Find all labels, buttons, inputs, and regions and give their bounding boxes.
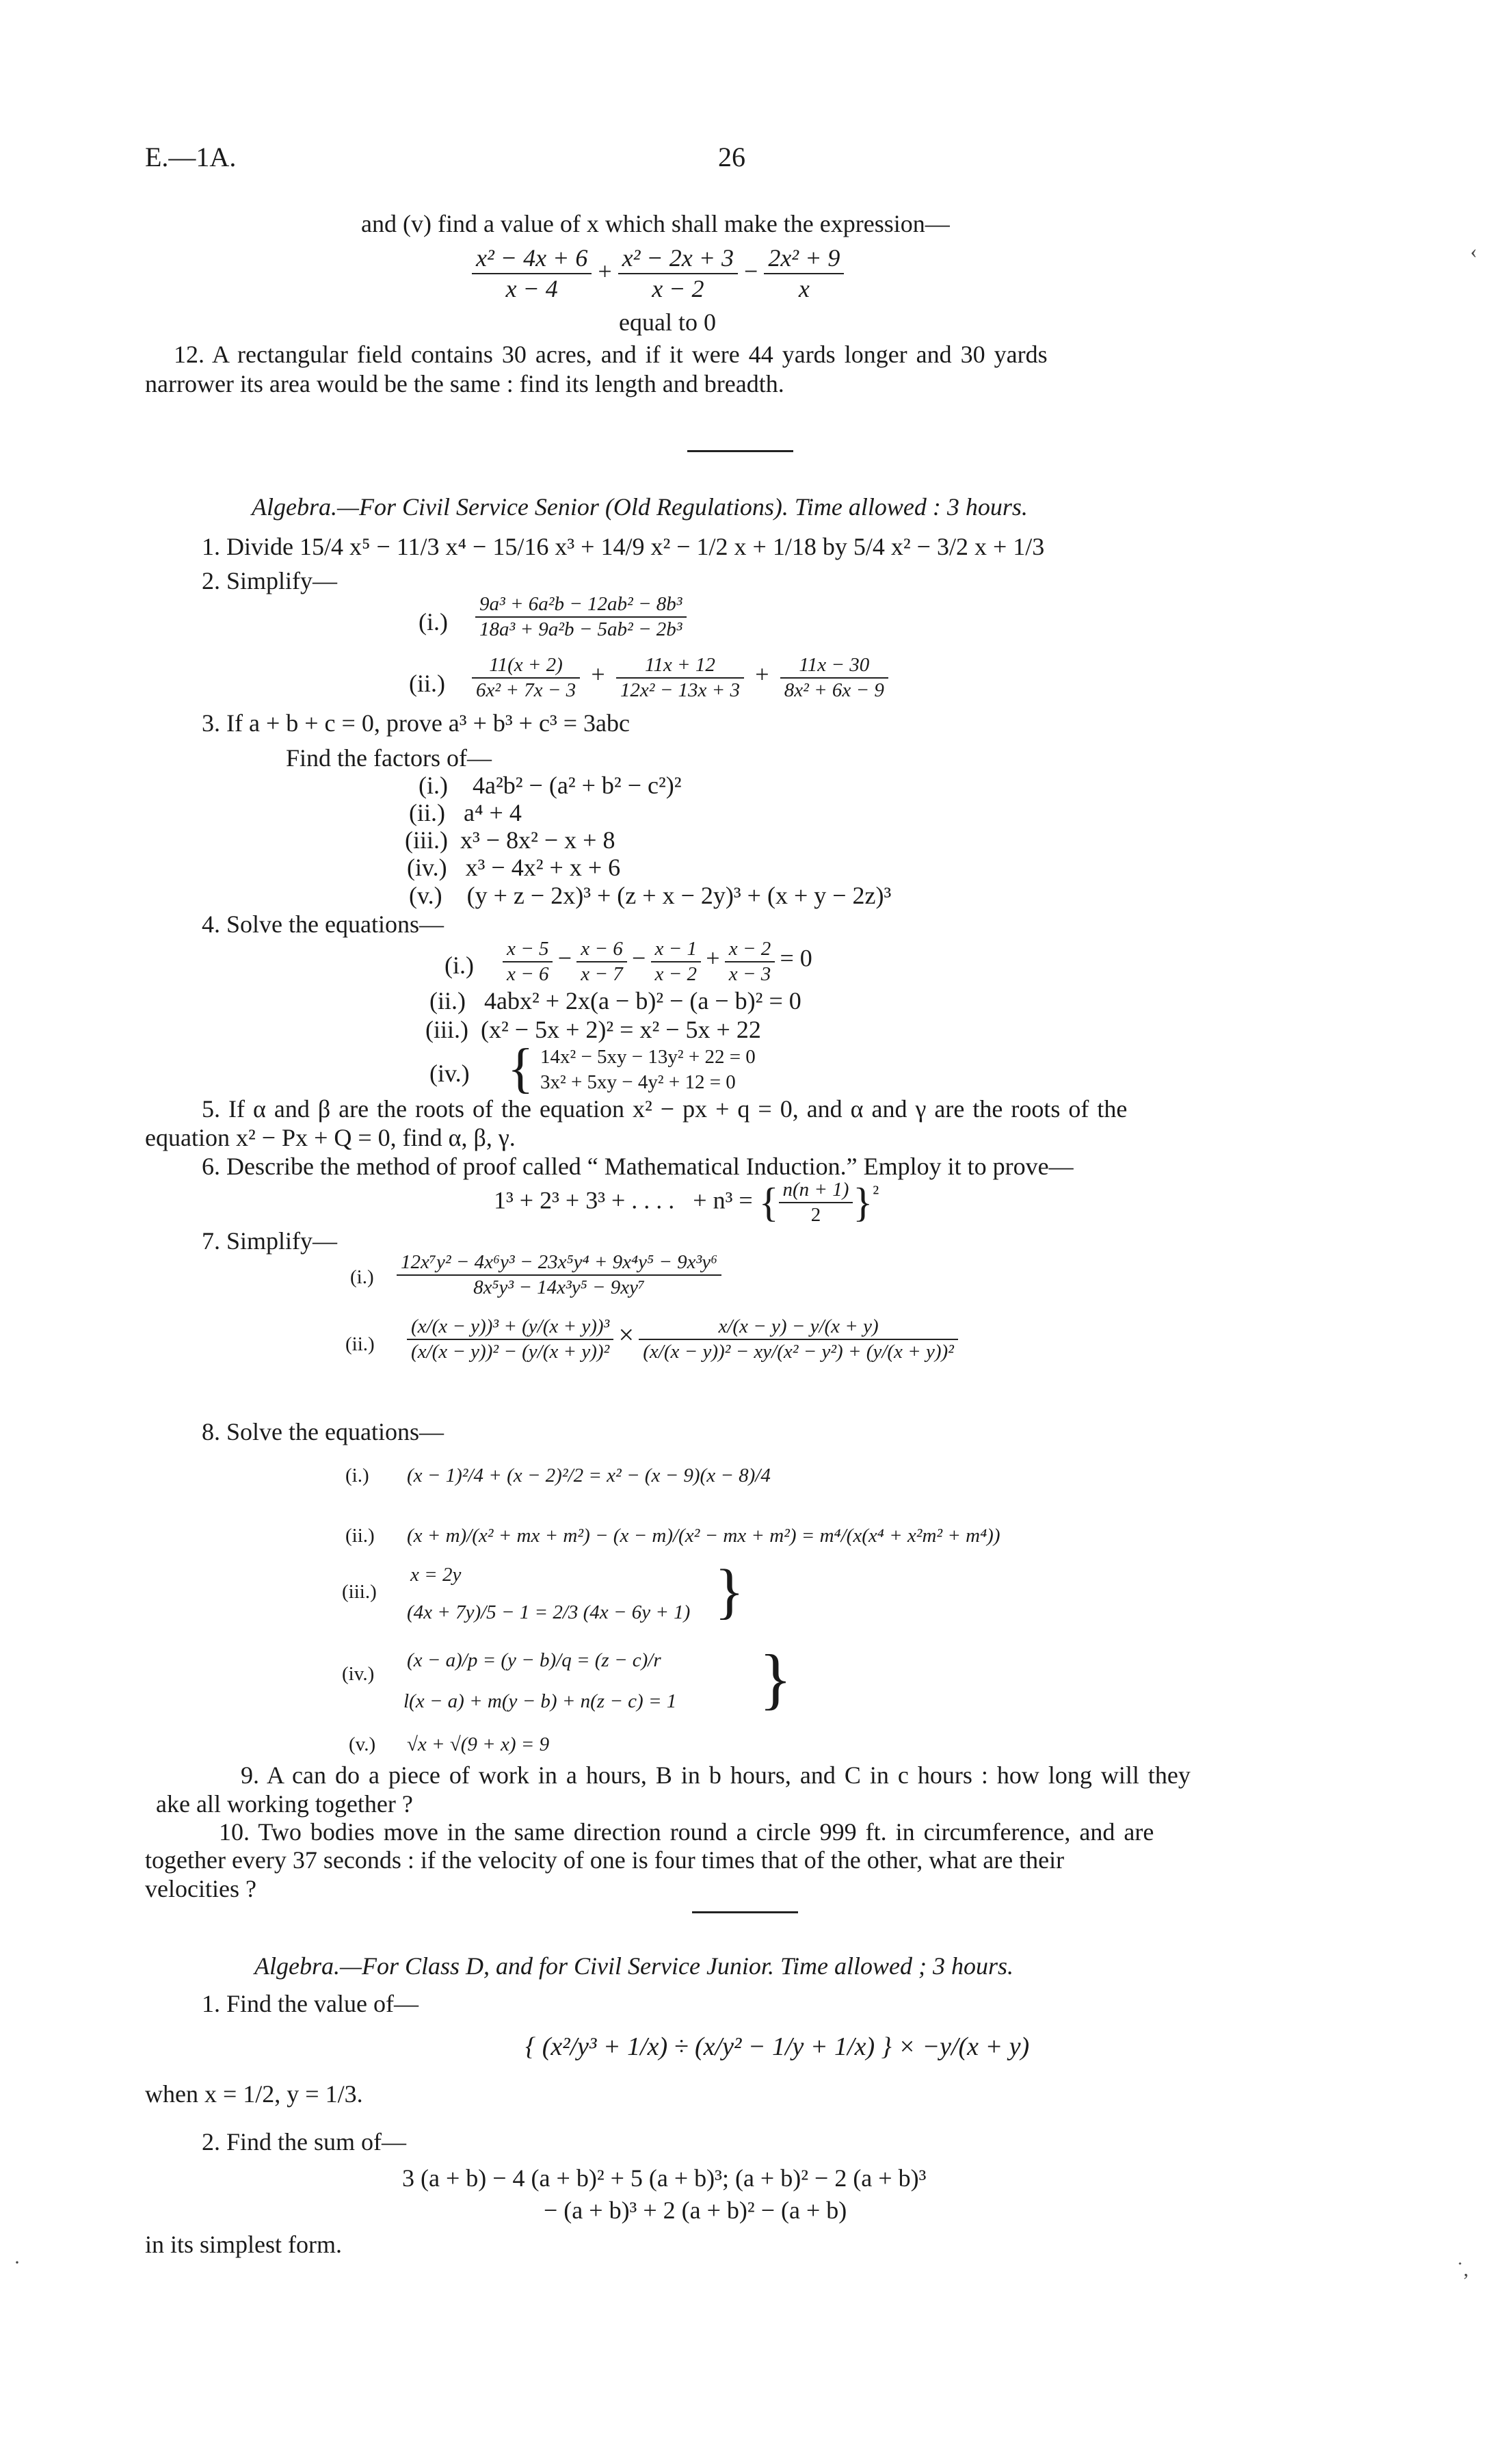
q6-formula: 1³ + 2³ + 3³ + . . . . + n³ = { $\frac{n(n + 1)}{2}$ }$^{^2}$: [494, 1179, 879, 1226]
q8-iv-line2: l(x − a) + m(y − b) + n(z − c) = 1: [403, 1690, 677, 1712]
q4-i-expression: $\frac{x - 5}{x - 6}$ − $\frac{x - 6}{x - 7}$ − $\frac{x - 1}{x - 2}$ + $\frac{x - 2}{x - 3}$ = 0: [503, 937, 812, 986]
class-d-q1-when: when x = 1/2, y = 1/3.: [145, 2080, 363, 2108]
page-number: 26: [718, 142, 745, 172]
senior-q3: 3. If a + b + c = 0, prove a³ + b³ + c³ = 3abc: [202, 709, 631, 737]
class-d-q2-line2: − (a + b)³ + 2 (a + b)² − (a + b): [544, 2197, 847, 2224]
senior-q5-line2: equation x² − Px + Q = 0, find α, β, γ.: [145, 1124, 516, 1151]
q3-factor-item: (iv.) x³ − 4x² + x + 6: [407, 854, 621, 881]
q8-v-label: (v.): [349, 1733, 376, 1755]
section-divider: [692, 1911, 798, 1913]
q8-iii-line1: x = 2y: [410, 1564, 462, 1586]
class-d-q1-expression: { (x²/y³ + 1/x) ÷ (x/y² − 1/y + 1/x) } × −y/(x + y): [525, 2032, 1030, 2061]
q4-i-label: (i.): [445, 952, 474, 979]
senior-q4: 4. Solve the equations—: [202, 910, 444, 938]
q8-iii-label: (iii.): [342, 1581, 377, 1603]
page-header-left: E.—1A.: [145, 142, 237, 172]
q11v-intro: and (v) find a value of x which shall make the expression—: [361, 210, 950, 237]
q3-factor-item: (i.) 4a²b² − (a² + b² − c²)²: [419, 772, 682, 799]
q8-iii-line2: (4x + 7y)/5 − 1 = 2/3 (4x − 6y + 1): [407, 1601, 691, 1623]
q7-ii-label: (ii.): [345, 1333, 375, 1355]
q3-factor-item: (iii.) x³ − 8x² − x + 8: [405, 826, 615, 854]
q8-ii: (x + m)/(x² + mx + m²) − (x − m)/(x² − mx + m²) = m⁴/(x(x⁴ + x²m² + m⁴)): [407, 1525, 1000, 1547]
q2-i-label: (i.): [419, 608, 448, 635]
q12-line1: 12. A rectangular field contains 30 acres, and if it were 44 yards longer and 30 yards: [174, 341, 1048, 368]
senior-q10-line1: 10. Two bodies move in the same direction round a circle 999 ft. in circumference, and are: [219, 1818, 1154, 1846]
q2-i-fraction: $\frac{\text{9a³ + 6a²b − 12ab² − 8b³}}{\text{18a³ + 9a²b − 5ab² − 2b³}}$: [475, 592, 687, 642]
q8-i: (x − 1)²/4 + (x − 2)²/2 = x² − (x − 9)(x − 8)/4: [407, 1465, 771, 1486]
section-divider: [687, 450, 793, 452]
q8-iv-line1: (x − a)/p = (y − b)/q = (z − c)/r: [407, 1649, 661, 1671]
q8-iii-brace: }: [715, 1558, 745, 1625]
q3-factor-item: (v.) (y + z − 2x)³ + (z + x − 2y)³ + (x + y − 2z)³: [409, 882, 892, 909]
senior-q7: 7. Simplify—: [202, 1227, 338, 1255]
senior-q5-line1: 5. If α and β are the roots of the equation x² − px + q = 0, and α and γ are the roots of the: [202, 1095, 1128, 1123]
senior-q10-line3: velocities ?: [145, 1875, 256, 1902]
q8-i-label: (i.): [345, 1465, 369, 1486]
senior-q9-line1: 9. A can do a piece of work in a hours, B in b hours, and C in c hours : how long will they: [241, 1761, 1191, 1789]
q7-ii-expression: $\frac{\text{(x/(x − y))³ + (y/(x + y))³}}{\text{(x/(x − y))² − (y/(x + y))²}}$ × $\frac{x/(x - y) - y/(x + y)}{\text{(x/(x − y))² − xy/(x² − y²) + (y/(x + y))²}}$: [407, 1315, 958, 1364]
q2-ii-label: (ii.): [409, 670, 445, 697]
q8-v: √x + √(9 + x) = 9: [407, 1733, 550, 1755]
q2-ii-expression: $\frac{11(x + 2)}{\text{6x² + 7x − 3}}$ + $\frac{11x + 12}{\text{12x² − 13x + 3}}$ + $\frac{11x - 30}{\text{8x² + 6x − 9}}$: [472, 653, 888, 703]
senior-q1: 1. Divide 15/4 x⁵ − 11/3 x⁴ − 15/16 x³ + 14/9 x² − 1/2 x + 1/18 by 5/4 x² − 3/2 x + 1/3: [202, 533, 1045, 560]
q4-iv-brace: {: [507, 1038, 534, 1099]
scan-mark: ·: [14, 2251, 21, 2274]
class-d-q2: 2. Find the sum of—: [202, 2128, 407, 2155]
class-d-q2-tail: in its simplest form.: [145, 2231, 342, 2258]
q4-iii: (iii.) (x² − 5x + 2)² = x² − 5x + 22: [425, 1016, 761, 1043]
q4-iv-line1: 14x² − 5xy − 13y² + 22 = 0: [540, 1046, 756, 1068]
q4-iv-line2: 3x² + 5xy − 4y² + 12 = 0: [540, 1071, 736, 1093]
q12-line2: narrower its area would be the same : find its length and breadth.: [145, 370, 784, 397]
q7-i-label: (i.): [350, 1266, 374, 1288]
scan-mark: ˙,: [1457, 2258, 1469, 2281]
q3-factor-item: (ii.) a⁴ + 4: [409, 799, 522, 826]
senior-q9-line2: ake all working together ?: [156, 1790, 413, 1818]
q7-i-fraction: $\frac{\text{12x⁷y² − 4x⁶y³ − 23x⁵y⁴ + 9x⁴y⁵ − 9x³y⁶}}{\text{8x⁵y³ − 14x³y⁵ − 9xy⁷}}$: [397, 1250, 721, 1300]
q3-factors-intro: Find the factors of—: [286, 744, 492, 772]
q8-ii-label: (ii.): [345, 1525, 375, 1547]
q8-iv-brace: }: [759, 1640, 792, 1716]
class-d-q1: 1. Find the value of—: [202, 1990, 419, 2017]
fraction: $\frac{\text{x² − 4x + 6}}{x - 4}$: [472, 244, 592, 304]
scan-mark: ‹: [1470, 240, 1477, 263]
q11v-tail: equal to 0: [619, 309, 716, 336]
senior-q8: 8. Solve the equations—: [202, 1418, 444, 1445]
fraction: $\frac{\text{x² − 2x + 3}}{x - 2}$: [618, 244, 738, 304]
fraction: $\frac{\text{2x² + 9}}{x}$: [764, 244, 844, 304]
class-d-q2-line1: 3 (a + b) − 4 (a + b)² + 5 (a + b)³; (a + b)² − 2 (a + b)³: [402, 2164, 927, 2192]
q4-iv-label: (iv.): [429, 1060, 470, 1087]
section-title-class-d: Algebra.—For Class D, and for Civil Service Junior. Time allowed ; 3 hours.: [254, 1952, 1013, 1980]
section-title-senior: Algebra.—For Civil Service Senior (Old Regulations). Time allowed : 3 hours.: [252, 493, 1028, 521]
q11v-expression: $\frac{\text{x² − 4x + 6}}{x - 4}$ + $\frac{\text{x² − 2x + 3}}{x - 2}$ − $\frac{\text{2x² + 9}}{x}$: [472, 244, 844, 304]
senior-q2: 2. Simplify—: [202, 567, 338, 594]
senior-q6: 6. Describe the method of proof called “ Mathematical Induction.” Employ it to prove—: [202, 1153, 1074, 1180]
senior-q10-line2: together every 37 seconds : if the velocity of one is four times that of the other, what are their: [145, 1846, 1065, 1874]
q4-ii: (ii.) 4abx² + 2x(a − b)² − (a − b)² = 0: [429, 987, 801, 1014]
q8-iv-label: (iv.): [342, 1663, 375, 1685]
